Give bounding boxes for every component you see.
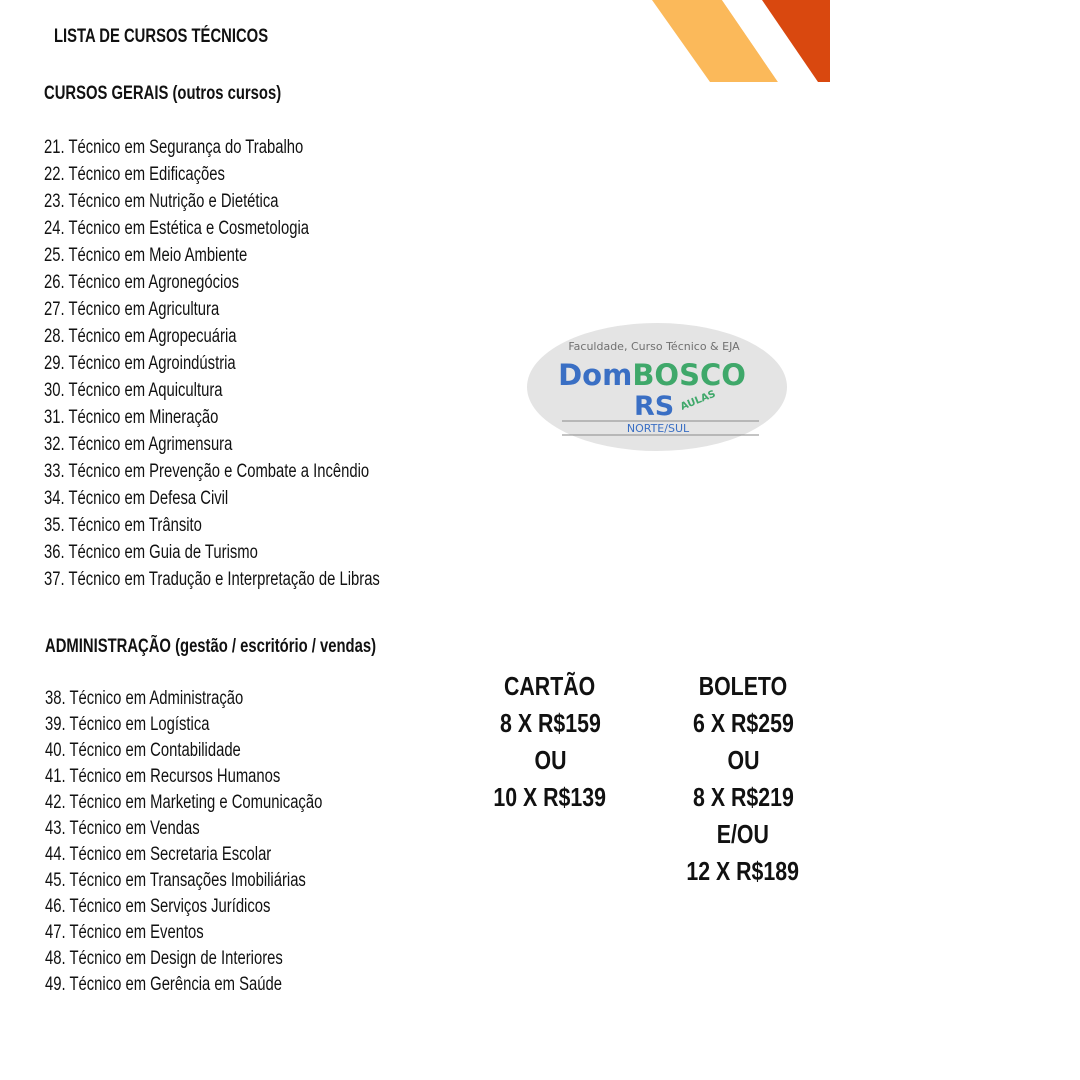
logo-brand-bosco: BOSCO — [632, 358, 746, 392]
course-item: 43. Técnico em Vendas — [45, 818, 200, 839]
logo-sub-brand: RS — [634, 391, 675, 422]
course-item: 28. Técnico em Agropecuária — [44, 326, 237, 347]
dombosco-logo — [526, 322, 788, 452]
course-list-gerais — [44, 136, 475, 595]
course-item: 23. Técnico em Nutrição e Dietética — [44, 191, 279, 212]
section-heading-administracao: ADMINISTRAÇÃO (gestão / escritório / vendas) — [45, 636, 377, 657]
price-cartao-option-1: 8 X R$159 — [499, 708, 601, 738]
price-boleto-label: BOLETO — [698, 671, 788, 701]
price-boleto-option-2: 8 X R$219 — [692, 782, 794, 812]
price-boleto-separator-2: E/OU — [716, 819, 770, 849]
logo-brand-dom: Dom — [558, 358, 633, 392]
price-cartao-separator: OU — [534, 745, 566, 775]
course-item: 40. Técnico em Contabilidade — [45, 740, 241, 761]
logo-region: NORTE/SUL — [626, 422, 690, 435]
course-item: 49. Técnico em Gerência em Saúde — [45, 974, 282, 995]
course-item: 26. Técnico em Agronegócios — [44, 272, 239, 293]
logo-brand — [558, 358, 746, 392]
course-item: 33. Técnico em Prevenção e Combate a Incêndio — [44, 461, 370, 482]
course-item: 46. Técnico em Serviços Jurídicos — [45, 896, 271, 917]
course-item: 22. Técnico em Edificações — [44, 164, 225, 185]
course-item: 27. Técnico em Agricultura — [44, 299, 220, 320]
course-item: 42. Técnico em Marketing e Comunicação — [45, 792, 323, 813]
course-item: 41. Técnico em Recursos Humanos — [45, 766, 281, 787]
course-item: 38. Técnico em Administração — [45, 688, 244, 709]
price-boleto-option-3: 12 X R$189 — [686, 856, 800, 886]
page-title: LISTA DE CURSOS TÉCNICOS — [54, 26, 269, 47]
course-item: 39. Técnico em Logística — [45, 714, 210, 735]
course-list-administracao — [45, 688, 401, 1000]
price-cartao-option-2: 10 X R$139 — [493, 782, 607, 812]
course-item: 47. Técnico em Eventos — [45, 922, 204, 943]
course-item: 34. Técnico em Defesa Civil — [44, 488, 229, 509]
section-heading-gerais: CURSOS GERAIS (outros cursos) — [44, 83, 282, 104]
price-boleto-option-1: 6 X R$259 — [692, 708, 794, 738]
course-item: 21. Técnico em Segurança do Trabalho — [44, 137, 304, 158]
decorative-stripes — [640, 0, 830, 82]
price-boleto-separator-1: OU — [727, 745, 759, 775]
price-cartao — [450, 668, 650, 816]
course-item: 36. Técnico em Guia de Turismo — [44, 542, 258, 563]
logo-tagline: Faculdade, Curso Técnico & EJA — [568, 340, 740, 353]
price-boleto — [643, 668, 843, 890]
course-item: 24. Técnico em Estética e Cosmetologia — [44, 218, 309, 239]
price-cartao-label: CARTÃO — [504, 671, 596, 701]
course-item: 35. Técnico em Trânsito — [44, 515, 202, 536]
logo-sub-word: AULAS — [679, 388, 718, 413]
course-item: 37. Técnico em Tradução e Interpretação de Libras — [44, 569, 380, 590]
course-item: 29. Técnico em Agroindústria — [44, 353, 236, 374]
course-item: 25. Técnico em Meio Ambiente — [44, 245, 248, 266]
course-item: 48. Técnico em Design de Interiores — [45, 948, 283, 969]
course-item: 44. Técnico em Secretaria Escolar — [45, 844, 272, 865]
course-item: 45. Técnico em Transações Imobiliárias — [45, 870, 306, 891]
course-item: 32. Técnico em Agrimensura — [44, 434, 233, 455]
course-item: 30. Técnico em Aquicultura — [44, 380, 223, 401]
course-item: 31. Técnico em Mineração — [44, 407, 219, 428]
